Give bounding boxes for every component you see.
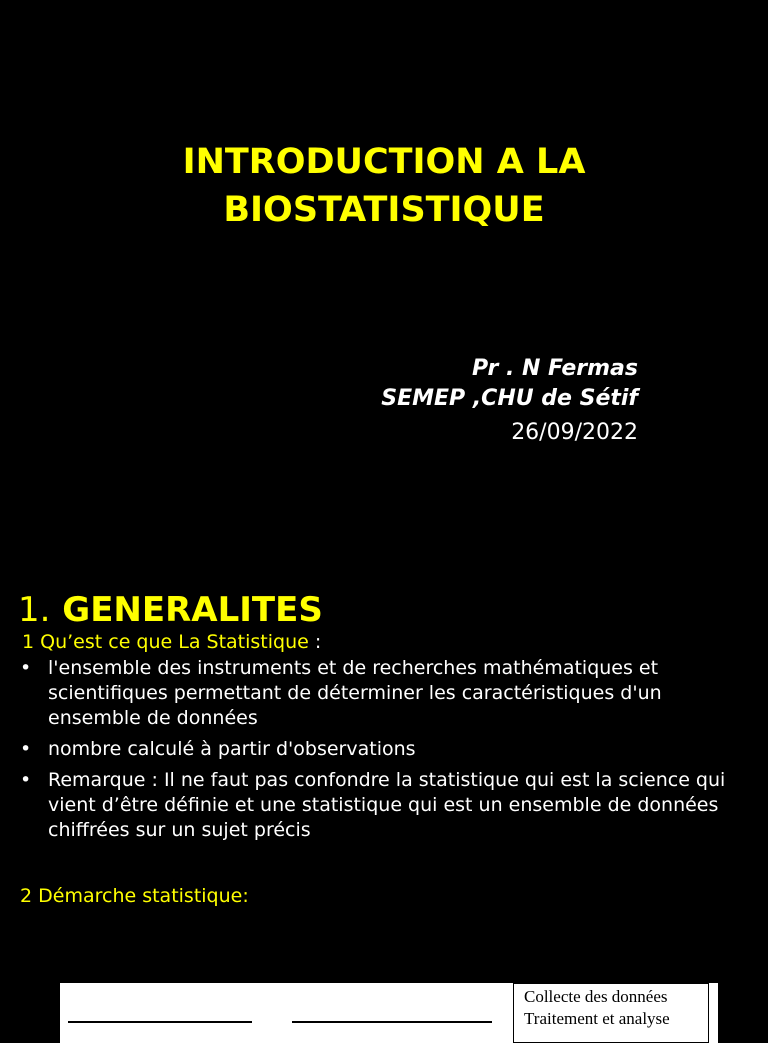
list-item bbox=[20, 656, 740, 731]
statistical-process-diagram bbox=[60, 983, 718, 1043]
diagram-box-line-1: Collecte des données bbox=[524, 987, 668, 1006]
list-item-text: l'ensemble des instruments et de recherches mathématiques et scientifiques permettant de déterminer les caractéristiques d'un ensemble de données bbox=[48, 657, 662, 729]
section-heading-number: 1. bbox=[18, 590, 51, 630]
slide-title-line-1: INTRODUCTION A LA bbox=[182, 142, 586, 182]
subheading-statistical-approach: 2 Démarche statistique: bbox=[20, 885, 249, 907]
subheading-colon: : bbox=[308, 631, 322, 653]
diagram-box-collection bbox=[513, 983, 709, 1043]
section-heading-text: GENERALITES bbox=[62, 590, 323, 630]
diagram-connector-line bbox=[68, 1021, 252, 1023]
diagram-box-line-2: Traitement et analyse bbox=[524, 1009, 670, 1028]
list-item-text: Remarque : Il ne faut pas confondre la statistique qui est la science qui vient d’être définie et une statistique qui est un ensemble de données chiffrées sur un sujet précis bbox=[48, 769, 726, 841]
author-block bbox=[381, 354, 638, 448]
generalites-slide bbox=[0, 572, 768, 1028]
list-item bbox=[20, 737, 740, 762]
author-name: Pr . N Fermas bbox=[472, 356, 638, 381]
author-affiliation: SEMEP ,CHU de Sétif bbox=[381, 386, 638, 411]
definition-list bbox=[20, 656, 740, 849]
presentation-date: 26/09/2022 bbox=[511, 420, 638, 445]
bullet-icon: • bbox=[20, 738, 32, 760]
diagram-connector-line bbox=[292, 1021, 492, 1023]
bullet-icon: • bbox=[20, 657, 32, 679]
section-heading bbox=[18, 588, 323, 632]
slide-title bbox=[0, 138, 768, 234]
subheading-what-is-statistics-text: 1 Qu’est ce que La Statistique bbox=[22, 631, 309, 653]
list-item-text: nombre calculé à partir d'observations bbox=[48, 738, 416, 760]
bullet-icon: • bbox=[20, 769, 32, 791]
subheading-what-is-statistics bbox=[22, 630, 321, 654]
list-item bbox=[20, 768, 740, 843]
slide-title-line-2: BIOSTATISTIQUE bbox=[223, 190, 545, 230]
